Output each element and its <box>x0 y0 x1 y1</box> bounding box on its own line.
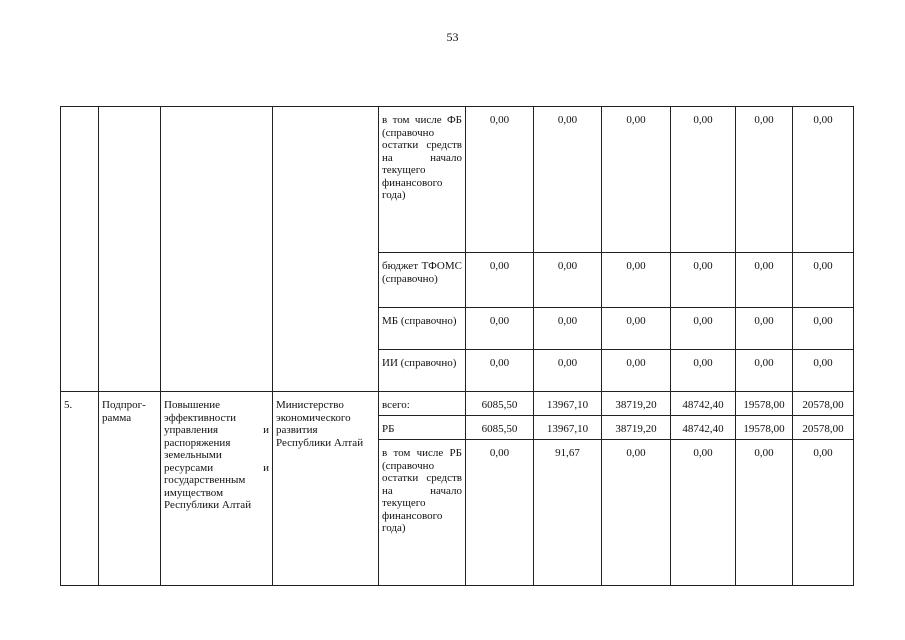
value-cell: 0,00 <box>671 440 736 586</box>
value-cell: 0,00 <box>793 350 854 392</box>
value-cell: 6085,50 <box>466 416 534 440</box>
value-cell: 0,00 <box>466 253 534 308</box>
value-cell: 38719,20 <box>602 392 671 416</box>
index-cell-empty <box>61 107 99 392</box>
value-cell: 0,00 <box>793 107 854 253</box>
value-cell: 0,00 <box>671 107 736 253</box>
value-cell: 0,00 <box>602 440 671 586</box>
funding-source-cell: бюджет ТФОМС (справочно) <box>379 253 466 308</box>
value-cell: 48742,40 <box>671 392 736 416</box>
executor-cell-empty <box>273 107 379 392</box>
value-cell: 0,00 <box>602 308 671 350</box>
executor-name: Министерство экономического развития Республики Алтай <box>273 392 379 586</box>
value-cell: 20578,00 <box>793 392 854 416</box>
value-cell: 0,00 <box>466 308 534 350</box>
value-cell: 20578,00 <box>793 416 854 440</box>
table-row <box>61 392 854 416</box>
value-cell: 0,00 <box>736 308 793 350</box>
value-cell: 0,00 <box>736 440 793 586</box>
value-cell: 0,00 <box>793 308 854 350</box>
value-cell: 0,00 <box>602 107 671 253</box>
funding-source-cell: РБ <box>379 416 466 440</box>
table-row <box>61 107 854 253</box>
value-cell: 0,00 <box>671 350 736 392</box>
budget-table <box>60 106 854 586</box>
value-cell: 0,00 <box>736 107 793 253</box>
value-cell: 0,00 <box>671 308 736 350</box>
funding-source-cell: в том числе ФБ (справочно остатки средств на начало текущего финансового года) <box>379 107 466 253</box>
value-cell: 0,00 <box>671 253 736 308</box>
value-cell: 13967,10 <box>534 392 602 416</box>
value-cell: 0,00 <box>466 440 534 586</box>
funding-source-cell: всего: <box>379 392 466 416</box>
value-cell: 0,00 <box>793 440 854 586</box>
value-cell: 0,00 <box>602 350 671 392</box>
subprogram-name: Повышение эффективности управления и распоряжения земельными ресурсами и государственным имуществом Республики Алтай <box>161 392 273 586</box>
funding-source-cell: МБ (справочно) <box>379 308 466 350</box>
value-cell: 0,00 <box>466 107 534 253</box>
value-cell: 48742,40 <box>671 416 736 440</box>
page-number: 53 <box>446 30 459 44</box>
value-cell: 0,00 <box>466 350 534 392</box>
value-cell: 0,00 <box>534 308 602 350</box>
value-cell: 0,00 <box>534 350 602 392</box>
funding-source-cell: в том числе РБ (справочно остатки средств на начало текущего финансового года) <box>379 440 466 586</box>
value-cell: 0,00 <box>602 253 671 308</box>
value-cell: 19578,00 <box>736 416 793 440</box>
value-cell: 38719,20 <box>602 416 671 440</box>
funding-source-cell: ИИ (справочно) <box>379 350 466 392</box>
value-cell: 6085,50 <box>466 392 534 416</box>
name-cell-empty <box>161 107 273 392</box>
value-cell: 91,67 <box>534 440 602 586</box>
row-index: 5. <box>61 392 99 586</box>
value-cell: 0,00 <box>534 253 602 308</box>
value-cell: 0,00 <box>736 253 793 308</box>
value-cell: 0,00 <box>793 253 854 308</box>
value-cell: 0,00 <box>736 350 793 392</box>
status-cell-empty <box>99 107 161 392</box>
value-cell: 13967,10 <box>534 416 602 440</box>
value-cell: 0,00 <box>534 107 602 253</box>
value-cell: 19578,00 <box>736 392 793 416</box>
row-status: Подпрог-рамма <box>99 392 161 586</box>
